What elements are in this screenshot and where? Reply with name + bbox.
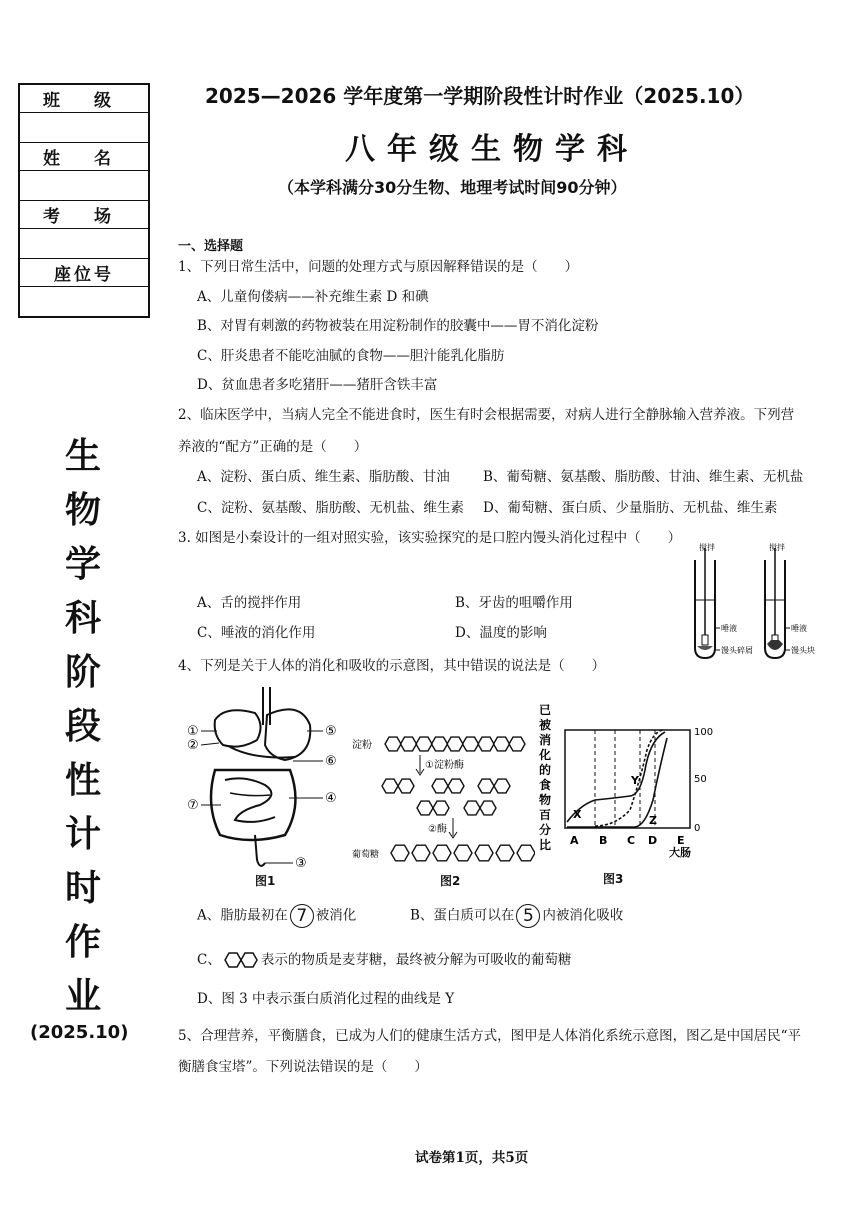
curve-x-label: X [573,808,582,821]
glucose-unit [433,845,451,861]
side-char: 作 [64,922,101,963]
fig3-xtick: A [570,834,579,847]
side-char: 段 [64,706,101,747]
arrow-down-icon [449,818,457,838]
fig3-xticks [570,834,685,847]
side-char: 物 [64,490,101,531]
svg-text:比: 比 [539,838,552,852]
student-info-table [18,83,150,318]
q4-c-post: 表示的物质是麦芽糖，最终被分解为可吸收的葡萄糖 [260,952,572,968]
fig1-label-5: ⑤ [325,724,337,739]
seat-label: 座位号 [20,259,148,287]
fig3-ytick-100: 100 [694,727,714,738]
starch-unit [447,737,463,751]
q1-option-c[interactable]: C、肝炎患者不能吃油腻的食物——胆汁能乳化脂肪 [197,348,505,364]
q2-stem-cont: 养液的“配方”正确的是（ ） [178,439,368,455]
fig3-ylabel [538,703,552,852]
maltose-unit [448,779,464,793]
q3-option-d[interactable]: D、温度的影响 [455,625,547,641]
room-label: 考 场 [20,201,148,229]
fig1-label-4: ④ [325,791,337,806]
step1-label: ①淀粉酶 [425,760,464,771]
disaccharide-icon [221,951,261,969]
maltose-unit [433,801,449,815]
q3-stem: 3. 如图是小秦设计的一组对照实验，该实验探究的是口腔内馒头消化过程中（ ） [178,530,682,546]
curve-y-label: Y [631,774,639,787]
q3-option-a[interactable]: A、舌的搅拌作用 [197,595,302,611]
fig3-xextra: 大肠 [669,846,691,859]
name-field[interactable] [20,171,148,201]
side-char: 阶 [64,652,101,693]
fig3-xtick: B [599,834,608,847]
fig3-ytick-50: 50 [694,774,707,785]
starch-unit [432,737,448,751]
q1-option-b[interactable]: B、对胃有刺激的药物被装在用淀粉制作的胶囊中——胃不消化淀粉 [197,318,599,334]
side-char: 时 [64,868,101,909]
q5-stem-cont: 衡膳食宝塔”。下列说法错误的是（ ） [178,1059,428,1075]
starch-unit [463,737,479,751]
saliva-label-2: 唾液 [791,624,807,633]
side-char: 学 [64,544,101,585]
q4-b-pre: B、蛋白质可以在 [410,907,515,924]
fig1-caption-text: 图1 [255,874,276,888]
digestive-system-figure [185,685,345,890]
side-char: 计 [64,814,101,855]
maltose-unit [494,779,510,793]
q2-option-c[interactable]: C、淀粉、氨基酸、脂肪酸、无机盐、维生素 [197,500,464,516]
circled-7: 7 [290,904,314,928]
fig1-label-7: ⑦ [187,798,199,813]
q4-option-c[interactable] [197,951,571,969]
digestion-curve-chart [535,700,725,890]
stir-label-1: 搅拌 [699,543,715,552]
svg-text:消: 消 [539,733,552,747]
tube-2 [765,542,815,658]
q2-stem: 2、临床医学中，当病人完全不能进食时，医生有时会根据需要，对病人进行全静脉输入营养液。下列营 [178,407,795,423]
crumbs-label: 馒头碎屑 [721,646,753,655]
maltose-unit [480,801,496,815]
q4-a-post: 被消化 [315,907,357,924]
starch-digestion-figure [350,728,535,888]
q5-stem: 5、合理营养，平衡膳食，已成为人们的健康生活方式，图甲是人体消化系统示意图，图乙是中国居民“平 [178,1028,801,1044]
block-label: 馒头块 [791,646,815,655]
page-footer: 试卷第1页，共5页 [415,1150,529,1166]
fig3-xtick: C [627,834,636,847]
svg-text:百: 百 [539,808,552,822]
svg-text:食: 食 [539,778,552,792]
svg-text:物: 物 [539,793,552,807]
test-tubes-figure [680,540,830,670]
q4-b-post: 内被消化吸收 [542,907,624,924]
glucose-unit [454,845,472,861]
fig2-caption-text: 图2 [440,874,461,888]
q1-option-a[interactable]: A、儿童佝偻病——补充维生素 D 和碘 [197,289,429,305]
side-date: (2025.10) [30,1022,129,1043]
glucose-unit [412,845,430,861]
q4-option-b[interactable] [410,904,623,928]
tube-1 [695,542,753,658]
side-char: 科 [64,598,101,639]
starch-unit [494,737,510,751]
side-char: 生 [64,436,101,477]
q2-option-a[interactable]: A、淀粉、蛋白质、维生素、脂肪酸、甘油 [197,469,450,485]
side-vertical-title [58,430,108,1024]
q1-stem: 1、下列日常生活中，问题的处理方式与原因解释错误的是（ ） [178,259,579,275]
stir-label-2: 搅拌 [769,543,785,552]
subject-title: 八年级生物学科 [345,132,639,167]
maltose-unit [398,779,414,793]
seat-field[interactable] [20,287,148,316]
maltose-unit [382,779,398,793]
name-label: 姓 名 [20,143,148,171]
room-field[interactable] [20,229,148,259]
fig1-label-6: ⑥ [325,754,337,769]
fig3-dividers [595,730,655,828]
step2-label: ②酶 [428,824,447,835]
q3-option-c[interactable]: C、唾液的消化作用 [197,625,316,641]
starch-label: 淀粉 [352,740,372,751]
q1-option-d[interactable]: D、贫血患者多吃猪肝——猪肝含铁丰富 [197,377,438,393]
svg-text:被: 被 [539,718,552,732]
svg-text:分: 分 [539,823,552,837]
glucose-unit [475,845,493,861]
svg-text:已: 已 [539,703,552,717]
svg-text:的: 的 [539,763,552,777]
q4-c-pre: C、 [197,952,221,968]
glucose-unit [391,845,409,861]
saliva-label-1: 唾液 [721,624,737,633]
q4-option-a[interactable] [197,904,356,928]
side-char: 性 [64,760,101,801]
fig3-curves [567,730,667,827]
starch-unit [416,737,432,751]
maltose-unit [432,779,448,793]
fig3-xtick: D [648,834,658,847]
glucose-label: 葡萄糖 [352,850,380,860]
fig3-ytick-0: 0 [694,823,701,834]
side-char: 业 [64,976,101,1017]
starch-unit [401,737,417,751]
class-label: 班 级 [20,85,148,113]
q3-option-b[interactable]: B、牙齿的咀嚼作用 [455,595,573,611]
starch-unit [509,737,525,751]
q4-a-pre: A、脂肪最初在 [197,907,288,924]
maltose-unit [417,801,433,815]
exam-header: 2025—2026 学年度第一学期阶段性计时作业（2025.10） [205,84,755,108]
fig1-label-1: ① [187,724,199,739]
svg-text:化: 化 [539,748,552,762]
fig1-label-2: ② [187,738,199,753]
fig3-xtick: E [677,834,685,847]
section-title: 一、选择题 [178,239,244,254]
arrow-down-icon [416,755,424,775]
q2-option-d[interactable]: D、葡萄糖、蛋白质、少量脂肪、无机盐、维生素 [483,500,778,516]
q4-option-d[interactable]: D、图 3 中表示蛋白质消化过程的曲线是 Y [197,991,455,1007]
maltose-unit [478,779,494,793]
starch-unit [478,737,494,751]
fig1-label-3: ③ [295,856,307,871]
glucose-units [391,845,535,861]
fig3-caption-text: 图3 [603,872,624,886]
exam-note: （本学科满分30分生物、地理考试时间90分钟） [278,178,627,197]
curve-z-label: Z [649,814,657,827]
q2-option-b[interactable]: B、葡萄糖、氨基酸、脂肪酸、甘油、维生素、无机盐 [483,469,804,485]
starch-unit [385,737,401,751]
glucose-unit [496,845,514,861]
glucose-unit [517,845,535,861]
class-field[interactable] [20,113,148,143]
q4-stem: 4、下列是关于人体的消化和吸收的示意图，其中错误的说法是（ ） [178,658,606,674]
circled-5: 5 [516,904,540,928]
maltose-unit [464,801,480,815]
